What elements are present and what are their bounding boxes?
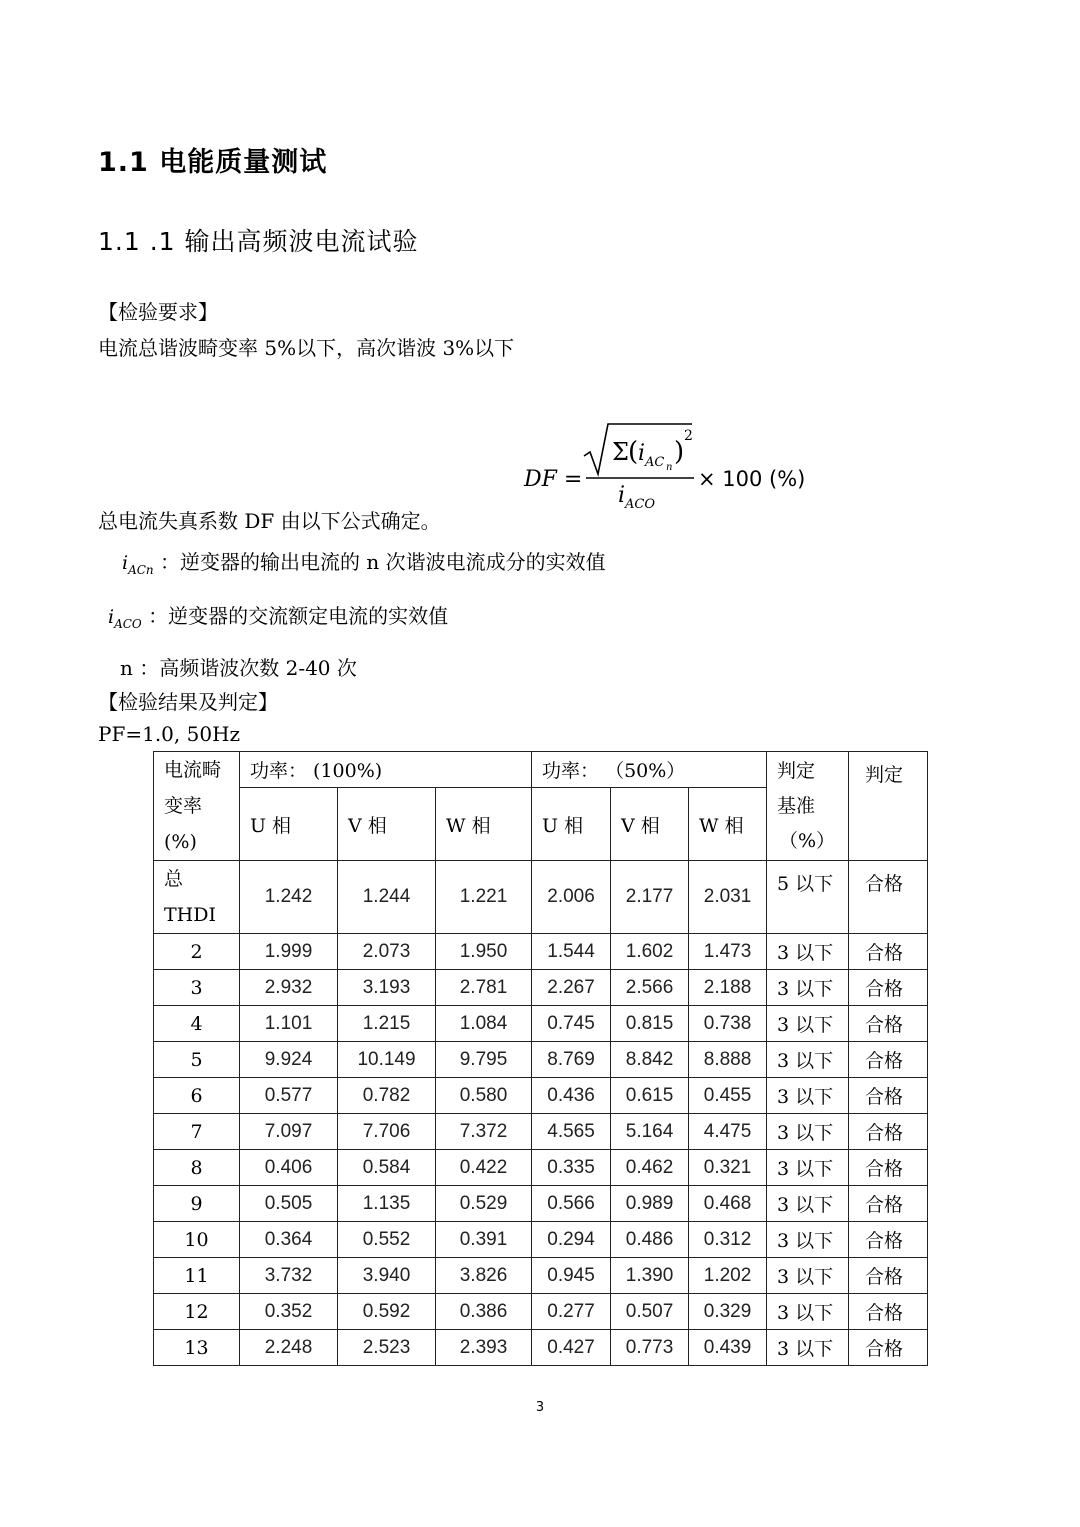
table-row	[154, 1186, 928, 1222]
harmonic-value: 1.473	[689, 934, 767, 970]
harmonic-verdict: 合格	[849, 1150, 928, 1186]
harmonic-value: 0.566	[532, 1186, 611, 1222]
header-distortion-rate: 电流畸 变率 (%)	[154, 752, 240, 861]
harmonic-value: 10.149	[338, 1042, 436, 1078]
harmonic-order: 5	[154, 1042, 240, 1078]
harmonic-value: 0.321	[689, 1150, 767, 1186]
harmonic-value: 0.329	[689, 1294, 767, 1330]
formula-num-sub2: n	[666, 462, 673, 473]
harmonic-value: 0.989	[611, 1186, 689, 1222]
formula-close-paren: )	[674, 437, 685, 467]
harmonic-value: 1.101	[240, 1006, 338, 1042]
harmonic-value: 2.932	[240, 970, 338, 1006]
harmonic-order: 6	[154, 1078, 240, 1114]
table-row	[154, 1078, 928, 1114]
harmonic-value: 1.135	[338, 1186, 436, 1222]
harmonic-criteria: 3 以下	[767, 1042, 849, 1078]
table-row	[154, 1006, 928, 1042]
formula-lhs: DF =	[524, 467, 583, 492]
df-formula-graphic	[522, 416, 822, 516]
harmonic-criteria: 3 以下	[767, 1222, 849, 1258]
thd-label: 总 THDI	[154, 861, 240, 934]
harmonic-value: 5.164	[611, 1114, 689, 1150]
formula-num-var: i	[638, 441, 646, 466]
test-condition: PF=1.0, 50Hz	[98, 722, 241, 746]
harmonic-value: 0.462	[611, 1150, 689, 1186]
harmonic-value: 1.084	[436, 1006, 532, 1042]
harmonic-value: 0.436	[532, 1078, 611, 1114]
harmonic-verdict: 合格	[849, 1114, 928, 1150]
harmonic-value: 3.826	[436, 1258, 532, 1294]
header-phase-w-50: W 相	[689, 788, 767, 861]
harmonic-value: 0.335	[532, 1150, 611, 1186]
harmonic-value: 0.505	[240, 1186, 338, 1222]
formula-sigma: Σ	[612, 438, 629, 466]
harmonic-value: 4.565	[532, 1114, 611, 1150]
harmonic-value: 2.267	[532, 970, 611, 1006]
df-description: 总电流失真系数 DF 由以下公式确定。	[98, 509, 441, 533]
harmonic-value: 0.312	[689, 1222, 767, 1258]
formula-times: × 100 (%)	[698, 467, 806, 491]
harmonic-value: 0.486	[611, 1222, 689, 1258]
thd-value: 1.221	[436, 861, 532, 934]
harmonic-value: 0.468	[689, 1186, 767, 1222]
harmonic-value: 0.580	[436, 1078, 532, 1114]
harmonic-value: 9.924	[240, 1042, 338, 1078]
table-row	[154, 1222, 928, 1258]
harmonic-value: 0.439	[689, 1330, 767, 1366]
definition-iacn	[122, 546, 606, 577]
table-row	[154, 1042, 928, 1078]
table-row	[154, 1330, 928, 1366]
formula-den-sub: ACO	[625, 497, 655, 512]
header-phase-u-50: U 相	[532, 788, 611, 861]
harmonic-value: 0.615	[611, 1078, 689, 1114]
harmonic-value: 2.566	[611, 970, 689, 1006]
harmonic-value: 8.888	[689, 1042, 767, 1078]
symbol-iacn: $i_{ACn}$	[122, 552, 154, 577]
harmonic-criteria: 3 以下	[767, 1330, 849, 1366]
harmonic-value: 0.427	[532, 1330, 611, 1366]
harmonic-value: 0.577	[240, 1078, 338, 1114]
harmonic-value: 0.584	[338, 1150, 436, 1186]
table-row	[154, 1294, 928, 1330]
harmonic-value: 1.202	[689, 1258, 767, 1294]
header-phase-v-100: V 相	[338, 788, 436, 861]
harmonic-order: 2	[154, 934, 240, 970]
formula-den-var: i	[618, 483, 626, 508]
harmonic-value: 0.592	[338, 1294, 436, 1330]
harmonic-value: 8.769	[532, 1042, 611, 1078]
harmonic-value: 4.475	[689, 1114, 767, 1150]
harmonic-value: 0.422	[436, 1150, 532, 1186]
harmonic-value: 0.529	[436, 1186, 532, 1222]
harmonic-order: 8	[154, 1150, 240, 1186]
harmonic-verdict: 合格	[849, 1042, 928, 1078]
harmonic-value: 1.215	[338, 1006, 436, 1042]
harmonic-criteria: 3 以下	[767, 1258, 849, 1294]
thd-value: 2.006	[532, 861, 611, 934]
harmonic-value: 7.372	[436, 1114, 532, 1150]
result-title: 【检验结果及判定】	[98, 690, 278, 714]
harmonic-value: 2.781	[436, 970, 532, 1006]
formula-open-paren: (	[628, 437, 639, 467]
harmonic-value: 3.732	[240, 1258, 338, 1294]
harmonic-criteria: 3 以下	[767, 1294, 849, 1330]
header-phase-v-50: V 相	[611, 788, 689, 861]
table-row	[154, 1258, 928, 1294]
table-row	[154, 1150, 928, 1186]
harmonic-order: 3	[154, 970, 240, 1006]
thd-value: 2.177	[611, 861, 689, 934]
harmonic-value: 0.945	[532, 1258, 611, 1294]
harmonic-order: 11	[154, 1258, 240, 1294]
harmonic-value: 0.277	[532, 1294, 611, 1330]
harmonic-verdict: 合格	[849, 934, 928, 970]
harmonic-order: 4	[154, 1006, 240, 1042]
thd-verdict: 合格	[849, 861, 928, 934]
symbol-iaco: $i_{ACO}$	[108, 606, 142, 631]
harmonic-verdict: 合格	[849, 1006, 928, 1042]
subsection-heading: 1.1 .1 输出高频波电流试验	[98, 227, 419, 256]
harmonic-results-table	[153, 751, 928, 1366]
harmonic-value: 2.248	[240, 1330, 338, 1366]
harmonic-criteria: 3 以下	[767, 934, 849, 970]
harmonic-order: 13	[154, 1330, 240, 1366]
thd-value: 2.031	[689, 861, 767, 934]
header-power-100: 功率： (100%)	[240, 752, 532, 788]
harmonic-order: 12	[154, 1294, 240, 1330]
harmonic-value: 9.795	[436, 1042, 532, 1078]
harmonic-value: 2.073	[338, 934, 436, 970]
formula-exponent: 2	[684, 428, 693, 444]
definition-iacn-text: ：逆变器的输出电流的 n 次谐波电流成分的实效值	[160, 550, 606, 574]
harmonic-value: 0.815	[611, 1006, 689, 1042]
harmonic-verdict: 合格	[849, 1258, 928, 1294]
harmonic-value: 2.523	[338, 1330, 436, 1366]
table-row	[154, 1114, 928, 1150]
df-formula	[522, 416, 822, 516]
harmonic-verdict: 合格	[849, 970, 928, 1006]
harmonic-value: 0.352	[240, 1294, 338, 1330]
harmonic-criteria: 3 以下	[767, 1078, 849, 1114]
harmonic-value: 3.940	[338, 1258, 436, 1294]
harmonic-criteria: 3 以下	[767, 1006, 849, 1042]
n-definition: n ：高频谐波次数 2-40 次	[120, 656, 357, 680]
harmonic-verdict: 合格	[849, 1078, 928, 1114]
harmonic-criteria: 3 以下	[767, 970, 849, 1006]
harmonic-verdict: 合格	[849, 1186, 928, 1222]
harmonic-rows	[154, 934, 928, 1366]
harmonic-value: 0.364	[240, 1222, 338, 1258]
harmonic-verdict: 合格	[849, 1294, 928, 1330]
thd-value: 1.244	[338, 861, 436, 934]
harmonic-value: 1.950	[436, 934, 532, 970]
harmonic-value: 0.782	[338, 1078, 436, 1114]
thd-row	[154, 861, 928, 934]
harmonic-value: 2.393	[436, 1330, 532, 1366]
harmonic-value: 0.738	[689, 1006, 767, 1042]
harmonic-value: 1.544	[532, 934, 611, 970]
harmonic-value: 1.390	[611, 1258, 689, 1294]
definition-iaco	[108, 600, 448, 631]
harmonic-value: 0.455	[689, 1078, 767, 1114]
harmonic-value: 7.706	[338, 1114, 436, 1150]
header-phase-u-100: U 相	[240, 788, 338, 861]
header-criteria: 判定 基准 （%）	[767, 752, 849, 861]
harmonic-criteria: 3 以下	[767, 1150, 849, 1186]
harmonic-criteria: 3 以下	[767, 1114, 849, 1150]
header-phase-w-100: W 相	[436, 788, 532, 861]
requirement-text: 电流总谐波畸变率 5%以下，高次谐波 3%以下	[98, 336, 515, 360]
harmonic-value: 0.773	[611, 1330, 689, 1366]
harmonic-value: 0.507	[611, 1294, 689, 1330]
harmonic-order: 10	[154, 1222, 240, 1258]
harmonic-criteria: 3 以下	[767, 1186, 849, 1222]
page-number: 3	[535, 1400, 545, 1415]
harmonic-value: 0.391	[436, 1222, 532, 1258]
harmonic-value: 0.386	[436, 1294, 532, 1330]
harmonic-verdict: 合格	[849, 1222, 928, 1258]
definition-iaco-text: ：逆变器的交流额定电流的实效值	[148, 604, 449, 628]
harmonic-value: 1.602	[611, 934, 689, 970]
harmonic-value: 0.552	[338, 1222, 436, 1258]
header-power-50: 功率： （50%）	[532, 752, 767, 788]
harmonic-order: 9	[154, 1186, 240, 1222]
harmonic-value: 1.999	[240, 934, 338, 970]
formula-num-sub: AC	[645, 455, 665, 470]
harmonic-value: 0.294	[532, 1222, 611, 1258]
harmonic-value: 8.842	[611, 1042, 689, 1078]
section-heading: 1.1 电能质量测试	[98, 147, 328, 178]
table-row	[154, 934, 928, 970]
harmonic-order: 7	[154, 1114, 240, 1150]
harmonic-value: 2.188	[689, 970, 767, 1006]
harmonic-value: 0.745	[532, 1006, 611, 1042]
thd-value: 1.242	[240, 861, 338, 934]
harmonic-value: 7.097	[240, 1114, 338, 1150]
table-row	[154, 970, 928, 1006]
harmonic-value: 3.193	[338, 970, 436, 1006]
harmonic-verdict: 合格	[849, 1330, 928, 1366]
thd-criteria: 5 以下	[767, 861, 849, 934]
requirement-title: 【检验要求】	[98, 300, 218, 324]
harmonic-value: 0.406	[240, 1150, 338, 1186]
header-verdict: 判定	[849, 752, 928, 861]
